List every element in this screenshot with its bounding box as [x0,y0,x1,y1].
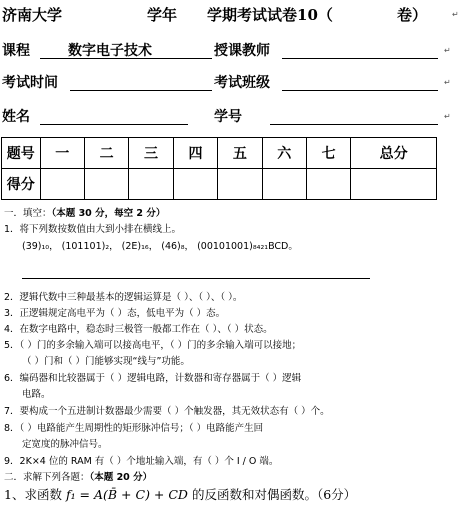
question-prefix: 1、求函数 [4,487,62,502]
school-name: 济南大学 [2,6,63,24]
section2-question-1 [4,485,356,503]
question-7: 7．要构成一个五进制计数器最少需要（ ）个触发器，其无效状态有（ ）个。 [4,406,330,417]
question-8-line-1: 8．（ ）电路能产生周期性的矩形脉冲信号；（ ）电路能产生回 [4,423,264,434]
question-number-header: 题号 [2,138,41,169]
score-cell[interactable] [84,169,128,200]
section2-heading [4,469,152,483]
score-cell[interactable] [40,169,84,200]
question-6-line-1: 6．编码器和比较器属于（ ）逻辑电路，计数器和寄存器属于（ ）逻辑 [4,373,302,384]
column-header: 一 [40,138,84,169]
question-1: 1．将下列数按数值由大到小排在横线上。 [4,224,182,235]
question-3: 3．正逻辑规定高电平为（ ）态，低电平为（ ）态。 [4,308,226,319]
question-5-line-1: 5．（ ）门的多余输入端可以接高电平，（ ）门的多余输入端可以接地； [4,340,302,351]
score-table [1,137,437,200]
course-underline [40,58,212,59]
score-cell[interactable] [262,169,306,200]
score-cell[interactable] [129,169,173,200]
column-header: 二 [84,138,128,169]
section1-note: （本题 30 分，每空 2 分） [51,208,166,219]
score-cell[interactable] [218,169,262,200]
paragraph-mark: ↵ [444,46,451,55]
paragraph-mark: ↵ [452,10,459,19]
score-table-header-row [2,138,437,169]
answer-line [22,278,370,279]
section2-note: （本题 20 分） [89,472,153,483]
year-label: 学年 [147,6,178,24]
question-8-line-2: 定宽度的脉冲信号。 [22,439,108,450]
column-header: 四 [173,138,217,169]
section2-title: 二．求解下列各题： [4,472,90,483]
score-cell[interactable] [306,169,350,200]
question-1-values: (39)₁₀， (101101)₂， (2E)₁₆， (46)₈， (00101001)₈₄₂₁BCD。 [22,241,298,252]
paragraph-mark: ↵ [444,78,451,87]
exam-class-label: 考试班级 [214,75,270,91]
score-cell[interactable] [351,169,437,200]
question-2: 2．逻辑代数中三种最基本的逻辑运算是（ ）、（ ）、（ ）。 [4,292,243,303]
score-table-score-row [2,169,437,200]
question-9: 9．2K×4 位的 RAM 有（ ）个地址输入端，有（ ）个 I / O 端。 [4,456,279,467]
semester-label: 学期考试试卷10（ [207,6,333,24]
total-header: 总分 [351,138,437,169]
paragraph-mark: ↵ [444,112,451,121]
score-cell[interactable] [173,169,217,200]
paper-type-label: 卷） [397,6,428,24]
course-label: 课程 [2,43,30,59]
question-4: 4．在数字电路中，稳态时三极管一般都工作在（ ）、（ ）状态。 [4,324,273,335]
name-label: 姓名 [2,109,30,125]
course-value: 数字电子技术 [68,43,152,59]
column-header: 七 [306,138,350,169]
question-suffix: 的反函数和对偶函数。（6分） [191,487,357,502]
name-underline [40,124,188,125]
column-header: 五 [218,138,262,169]
question-5-line-2: （ ）门和（ ）门能够实现“线与”功能。 [22,356,190,367]
section1-heading [4,205,165,219]
exam-time-label: 考试时间 [2,75,58,91]
teacher-underline [282,58,438,59]
exam-time-underline [70,90,212,91]
teacher-label: 授课教师 [214,43,270,59]
student-id-label: 学号 [214,109,242,125]
section1-title: 一．填空： [4,208,52,219]
student-id-underline [270,124,438,125]
score-row-header: 得分 [2,169,41,200]
column-header: 六 [262,138,306,169]
column-header: 三 [129,138,173,169]
exam-class-underline [282,90,438,91]
function-formula: f₁ = A(B̄ + C) + CD [65,487,188,502]
question-6-line-2: 电路。 [22,389,51,400]
